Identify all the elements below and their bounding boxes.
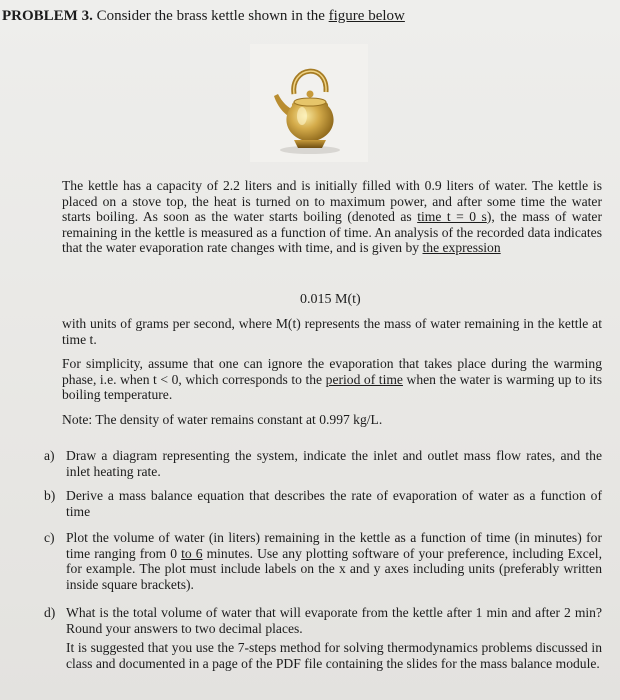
- time-range-term: to 6: [181, 545, 203, 561]
- brass-kettle-icon: [250, 44, 368, 162]
- description-paragraph: [62, 178, 602, 256]
- density-note: Note: The density of water remains constant at 0.997 kg/L.: [62, 412, 383, 427]
- expression-reference: the expression: [422, 240, 501, 255]
- problem-intro: Consider the brass kettle shown in the: [92, 8, 329, 24]
- question-d: [44, 605, 602, 636]
- question-c-text-1: Plot the volume of water (in liters) remaining in the kettle as a function of time (in minutes) for time ranging from 0: [66, 530, 602, 561]
- simplification-paragraph: [62, 356, 602, 403]
- question-c: [44, 530, 602, 592]
- question-c-label: c): [44, 530, 55, 545]
- figure-reference: figure below: [328, 8, 405, 24]
- desc-text-1: The kettle has a capacity of 2.2 liters and is initially filled with 0.9 liters of water. The kettle is placed on a stove top, the heat is turned on to maximum power, and after some time the water starts boiling. As soon as the water starts boiling (denoted as: [62, 178, 602, 224]
- problem-title: [2, 8, 405, 25]
- question-a: [44, 448, 602, 479]
- period-of-time-term: period of time: [325, 371, 403, 387]
- question-b-text: Derive a mass balance equation that describes the rate of evaporation of water as a function of time: [66, 488, 602, 519]
- evaporation-rate-formula: 0.015 M(t): [300, 292, 361, 307]
- question-d-label: d): [44, 605, 56, 620]
- question-b-label: b): [44, 488, 56, 503]
- simplification-text-1: For simplicity, assume that one can ignore the evaporation that takes place during the warming phase, i.e. when t < 0, which corresponds to the: [62, 356, 602, 387]
- question-c-text-2: minutes. Use any plotting software of your preference, including Excel, for example. The plot must include labels on the x and y axes including units (preferably written inside square brackets).: [66, 545, 602, 592]
- question-a-text: Draw a diagram representing the system, indicate the inlet and outlet mass flow rates, and the inlet heating rate.: [66, 448, 602, 479]
- time-zero-definition: time t = 0 s: [417, 209, 487, 224]
- question-d-text: What is the total volume of water that will evaporate from the kettle after 1 min and after 2 min? Round your answers to two decimal places.: [66, 605, 602, 636]
- question-b: [44, 488, 602, 519]
- problem-label: PROBLEM 3.: [2, 8, 93, 24]
- simplification-text-2: when the water is warming up to its boiling temperature.: [62, 371, 602, 402]
- method-suggestion: It is suggested that you use the 7-steps method for solving thermodynamics problems discussed in class and documented in a page of the PDF file containing the slides for the mass balance module.: [66, 640, 602, 671]
- units-paragraph: with units of grams per second, where M(t) represents the mass of water remaining in the kettle at time t.: [62, 316, 602, 347]
- question-a-label: a): [44, 448, 55, 463]
- kettle-figure: [250, 44, 368, 162]
- desc-text-2: ), the mass of water remaining in the kettle is measured as a function of time. An analysis of the recorded data indicates that the water evaporation rate changes with time, and is given by: [62, 209, 602, 255]
